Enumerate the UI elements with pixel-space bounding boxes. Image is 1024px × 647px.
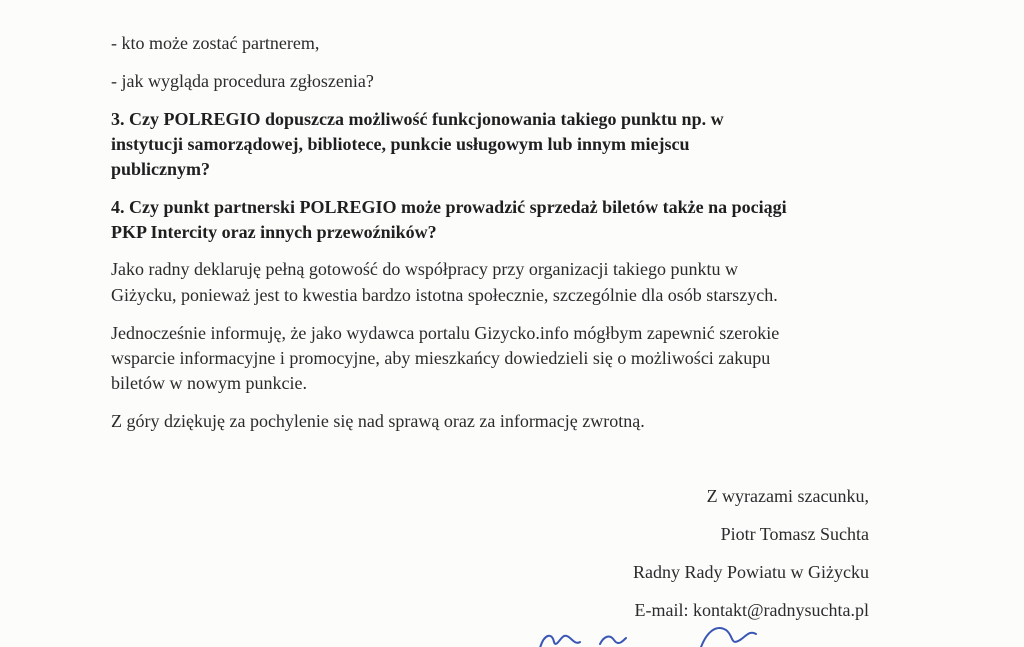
signature-closing: Z wyrazami szacunku, — [706, 486, 869, 506]
signature-position: Radny Rady Powiatu w Giżycku — [633, 562, 869, 582]
question-4-line-2: PKP Intercity oraz innych przewoźników? — [111, 222, 437, 242]
paragraph-1-line-1: Jako radny deklaruję pełną gotowość do współpracy przy organizacji takiego punktu w — [111, 259, 738, 279]
question-3-line-1: 3. Czy POLREGIO dopuszcza możliwość funkcjonowania takiego punktu np. w — [111, 109, 724, 129]
question-3-line-2: instytucji samorządowej, bibliotece, punkcie usługowym lub innym miejscu — [111, 134, 690, 154]
handwritten-signature — [530, 620, 790, 647]
question-4-line-1: 4. Czy punkt partnerski POLREGIO może prowadzić sprzedaż biletów także na pociągi — [111, 197, 787, 217]
bullet-partner: - kto może zostać partnerem, — [111, 33, 320, 53]
signature-name: Piotr Tomasz Suchta — [720, 524, 869, 544]
paragraph-3: Z góry dziękuję za pochylenie się nad sprawą oraz za informację zwrotną. — [111, 411, 645, 431]
bullet-procedure: - jak wygląda procedura zgłoszenia? — [111, 71, 374, 91]
paragraph-2-line-2: wsparcie informacyjne i promocyjne, aby mieszkańcy dowiedzieli się o możliwości zakupu — [111, 348, 771, 368]
paragraph-2-line-3: biletów w nowym punkcie. — [111, 373, 307, 393]
paragraph-2-line-1: Jednocześnie informuję, że jako wydawca portalu Gizycko.info mógłbym zapewnić szerokie — [111, 323, 780, 343]
question-3-line-3: publicznym? — [111, 159, 211, 179]
paragraph-1-line-2: Giżycku, ponieważ jest to kwestia bardzo istotna społecznie, szczególnie dla osób starszych. — [111, 285, 778, 305]
signature-email: E-mail: kontakt@radnysuchta.pl — [634, 600, 869, 620]
